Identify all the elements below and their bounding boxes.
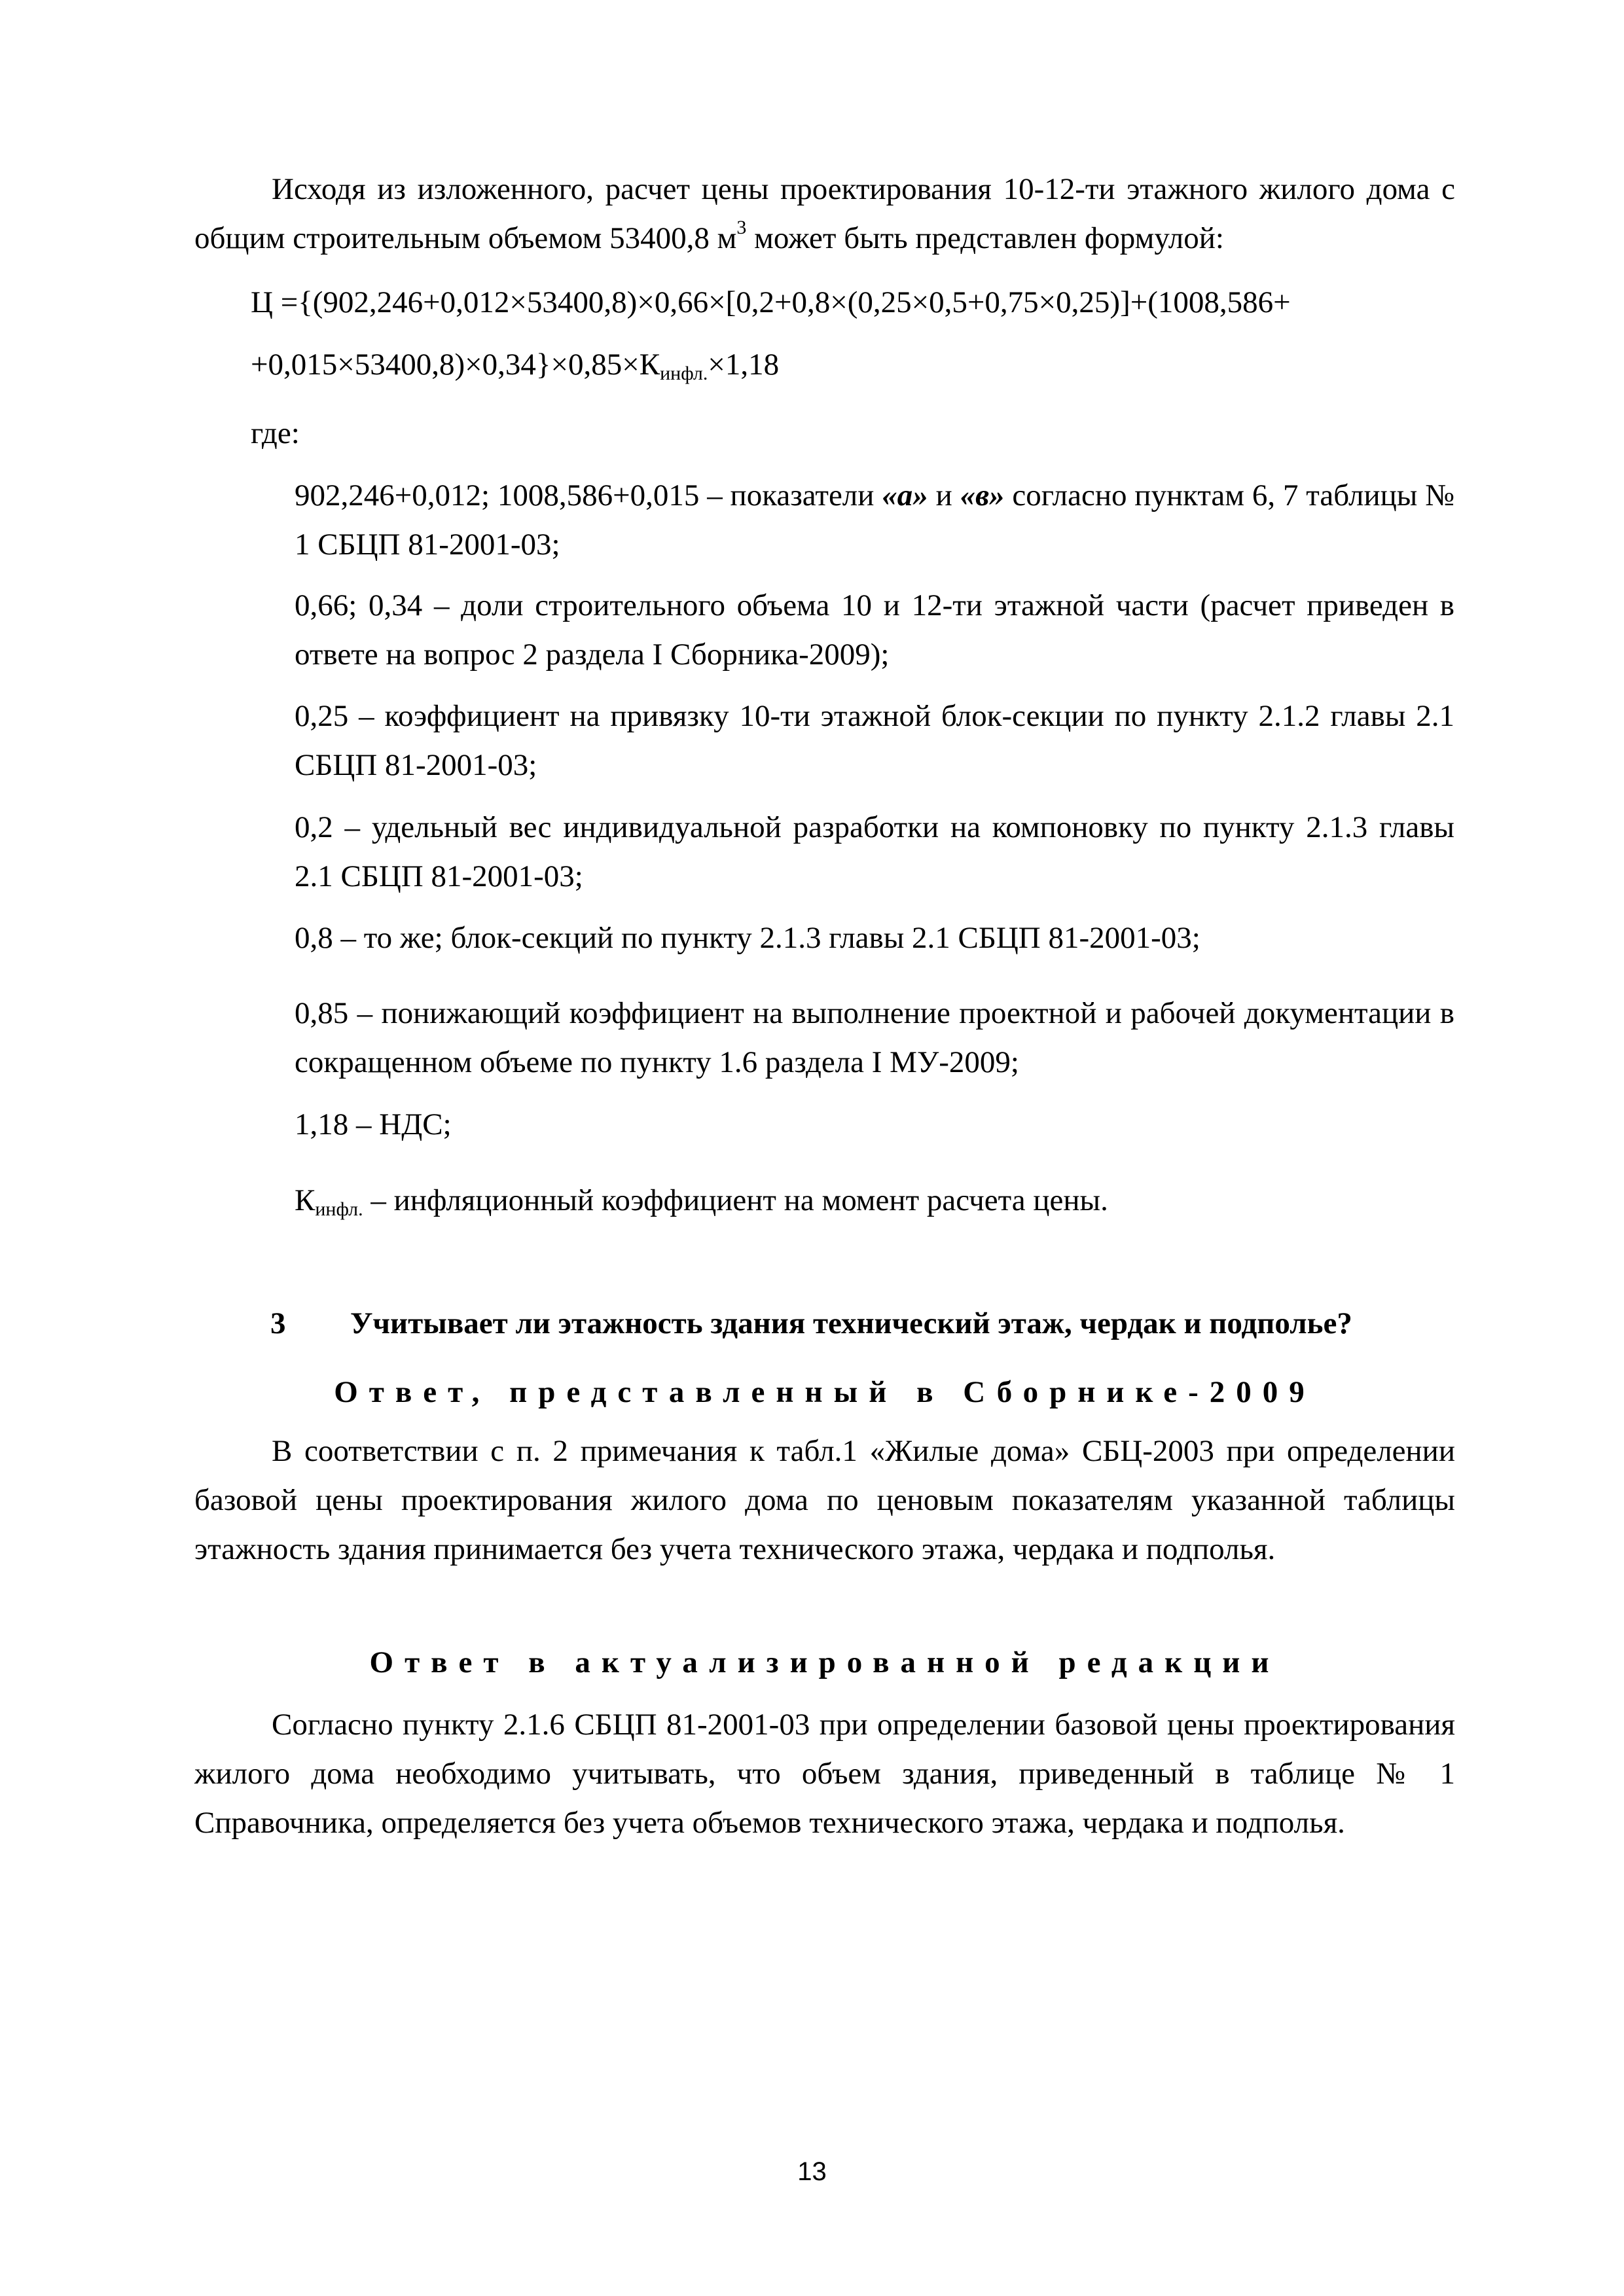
intro-text: Исходя из изложенного, расчет цены проектирования 10-12-ти этажного жилого дома с общим строительным объемом 53400,8 м bbox=[194, 172, 1455, 255]
where-label: где: bbox=[251, 416, 300, 450]
index-v: «в» bbox=[960, 478, 1005, 512]
legend-item-5: 0,8 – то же; блок-секций по пункту 2.1.3 главы 2.1 СБЦП 81-2001-03; bbox=[295, 921, 1200, 955]
legend-item-4: 0,2 – удельный вес индивидуальной разработки на компоновку по пункту 2.1.3 главы 2.1 СБЦП 81-2001-03; bbox=[295, 810, 1454, 893]
legend-item-3: 0,25 – коэффициент на привязку 10-ти этажной блок-секции по пункту 2.1.2 главы 2.1 СБЦП 81-2001-03; bbox=[295, 699, 1454, 782]
legend-item-1 bbox=[295, 471, 1454, 569]
formula-line-2-start: +0,015×53400,8)×0,34}×0,85×К bbox=[251, 348, 660, 382]
intro-paragraph bbox=[194, 165, 1455, 263]
legend-item-1-and: и bbox=[928, 478, 960, 512]
answer-updated-paragraph: Согласно пункту 2.1.6 СБЦП 81-2001-03 при определении базовой цены проектирования жилого дома необходимо учитывать, что объем здания, приведенный в таблице № 1 Справочника, определяется без учета объемов технического этажа, чердака и подполья. bbox=[194, 1708, 1455, 1840]
legend-item-6: 0,85 – понижающий коэффициент на выполнение проектной и рабочей документации в сокращенном объеме по пункту 1.6 раздела I МУ-2009; bbox=[295, 996, 1454, 1079]
legend-item-7: 1,18 – НДС; bbox=[295, 1107, 452, 1141]
legend-item-8 bbox=[295, 1176, 1454, 1225]
legend-item-8-text: – инфляционный коэффициент на момент расчета цены. bbox=[363, 1183, 1108, 1217]
page-number: 13 bbox=[797, 2157, 827, 2186]
answer-heading-2009: Ответ, представленный в Сборнике-2009 bbox=[334, 1375, 1316, 1409]
formula-line-2-end: ×1,18 bbox=[708, 348, 780, 382]
question-number: 3 bbox=[270, 1306, 286, 1340]
index-a: «а» bbox=[882, 478, 928, 512]
formula-line-1: Ц ={(902,246+0,012×53400,8)×0,66×[0,2+0,8×(0,25×0,5+0,75×0,25)]+(1008,586+ bbox=[251, 285, 1291, 319]
k-symbol: К bbox=[295, 1183, 316, 1217]
legend-item-1-text: 902,246+0,012; 1008,586+0,015 – показатели bbox=[295, 478, 882, 512]
legend-item-1-end: согласно пунктам 6, 7 таблицы № 1 СБЦП 81-2001-03; bbox=[295, 478, 1454, 562]
answer-2009-paragraph: В соответствии с п. 2 примечания к табл.1 «Жилые дома» СБЦ-2003 при определении базовой цены проектирования жилого дома по ценовым показателям указанной таблицы этажность здания принимается без учета технического этажа, чердака и подполья. bbox=[194, 1434, 1455, 1566]
cubic-superscript: 3 bbox=[736, 217, 747, 238]
k-subscript: инфл. bbox=[315, 1198, 363, 1220]
formula-line-2 bbox=[251, 340, 1462, 389]
formula-subscript: инфл. bbox=[660, 363, 708, 384]
question-text: Учитывает ли этажность здания технический этаж, чердак и подполье? bbox=[350, 1306, 1352, 1340]
legend-item-2: 0,66; 0,34 – доли строительного объема 10 и 12-ти этажной части (расчет приведен в ответе на вопрос 2 раздела I Сборника-2009); bbox=[295, 588, 1454, 672]
intro-text-end: может быть представлен формулой: bbox=[746, 221, 1224, 255]
answer-heading-updated: Ответ в актуализированной редакции bbox=[369, 1645, 1280, 1679]
